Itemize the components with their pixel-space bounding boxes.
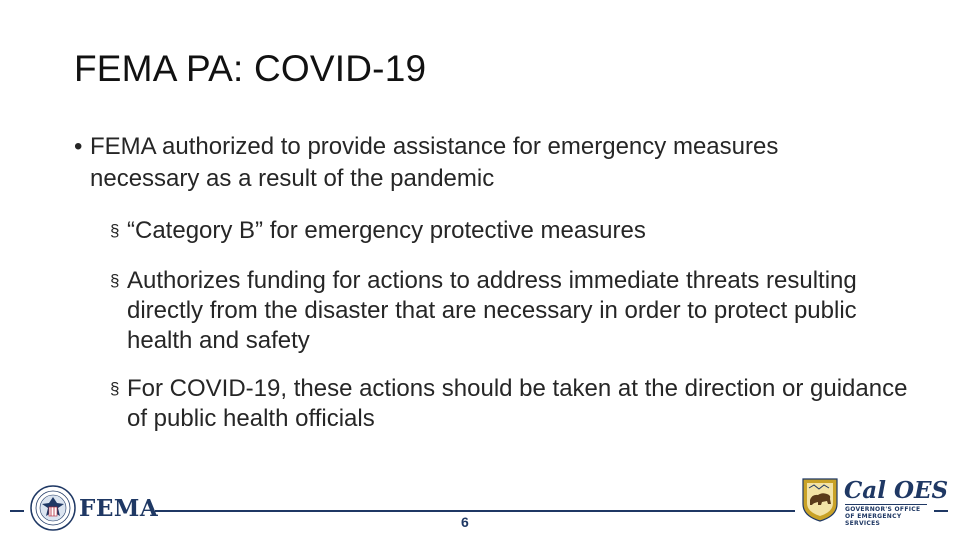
main-bullet bbox=[74, 131, 794, 195]
sub-bullet-category-b bbox=[110, 216, 910, 246]
sub-bullet-marker: § bbox=[110, 221, 120, 240]
slide-title: FEMA PA: COVID-19 bbox=[74, 48, 427, 89]
footer-rule-right bbox=[934, 510, 948, 512]
sub-bullet-marker: § bbox=[110, 271, 120, 290]
cal-oes-subtitle bbox=[845, 504, 927, 527]
cal-oes-logo-text: Cal OES bbox=[844, 477, 949, 504]
sub-bullet-covid-guidance bbox=[110, 374, 910, 434]
footer-rule-left bbox=[10, 510, 24, 512]
sub-bullet-text: Authorizes funding for actions to address immediate threats resulting directly from the disaster that are necessary in order to protect public health and safety bbox=[127, 267, 857, 354]
cal-oes-divider bbox=[845, 504, 927, 505]
cal-oes-subtitle-line1: GOVERNOR'S OFFICE bbox=[845, 506, 921, 513]
main-bullet-text: FEMA authorized to provide assistance for emergency measures necessary as a result of the pandemic bbox=[90, 133, 779, 192]
cal-oes-subtitle-line2: OF EMERGENCY SERVICES bbox=[845, 513, 902, 527]
cal-oes-logo bbox=[800, 476, 949, 527]
fema-logo-text: FEMA bbox=[79, 495, 159, 522]
sub-bullet-funding bbox=[110, 266, 910, 356]
sub-bullet-marker: § bbox=[110, 379, 120, 398]
dhs-seal-icon bbox=[30, 485, 76, 531]
fema-logo bbox=[30, 485, 159, 533]
bullet-marker: • bbox=[74, 133, 83, 160]
page-number: 6 bbox=[461, 514, 469, 530]
california-bear-crest-icon bbox=[800, 476, 840, 522]
sub-bullet-text: For COVID-19, these actions should be taken at the direction or guidance of public health officials bbox=[127, 375, 908, 432]
footer-rule bbox=[155, 510, 795, 512]
sub-bullet-text: “Category B” for emergency protective measures bbox=[127, 217, 646, 244]
